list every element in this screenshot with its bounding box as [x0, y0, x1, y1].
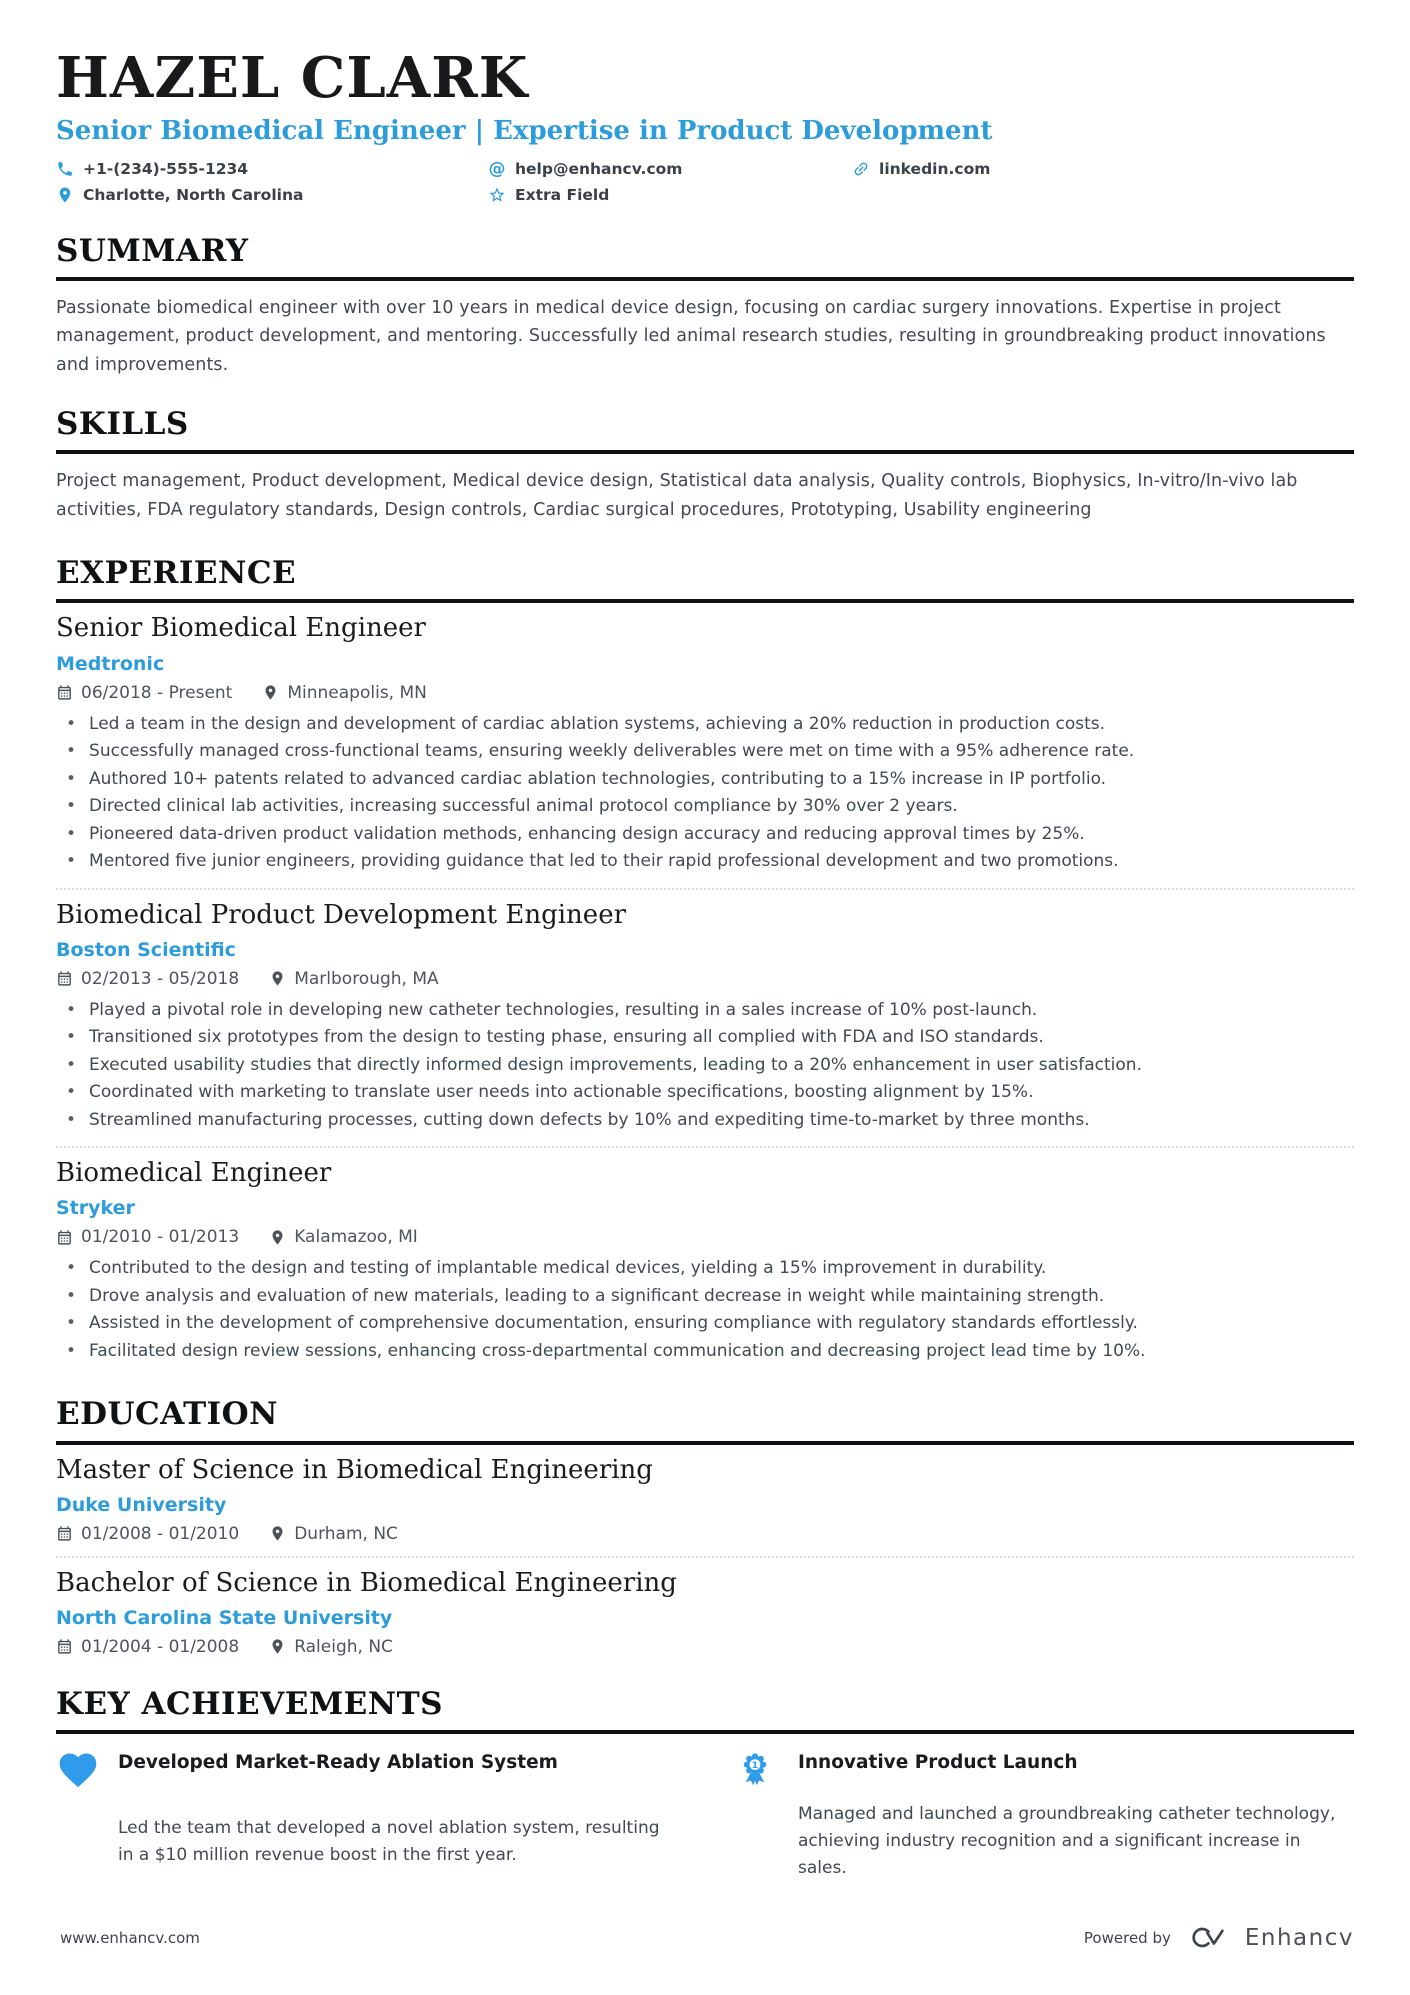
job-title: Senior Biomedical Engineer: [56, 613, 426, 644]
achievement-title: Developed Market-Ready Ablation System: [118, 1752, 558, 1774]
extra-field-text: Extra Field: [515, 185, 610, 204]
summary-text: Passionate biomedical engineer with over 10 years in medical device design, focusing on cardiac surgery innovations. Expertise in project management, product development, and mentoring. Successfully led animal research studies, resulting in groundbreaking product innovations and improvements.: [56, 297, 1326, 375]
bullet-dot: •: [66, 1285, 77, 1306]
bullet-item: • Facilitated design review sessions, enhancing cross-departmental communication and decreasing project lead time by 10%.: [56, 1338, 1354, 1366]
enhancv-logo-icon: [1187, 1924, 1235, 1951]
at-icon: @: [488, 158, 506, 179]
email-contact[interactable]: [488, 160, 852, 178]
bullet-item: • Assisted in the development of comprehensive documentation, ensuring compliance with regulatory standards effortlessly.: [56, 1310, 1354, 1338]
experience-section: [56, 556, 1354, 1365]
phone-contact: [56, 160, 488, 178]
degree-dates: [56, 1524, 239, 1544]
job-entry: [56, 900, 1354, 1135]
phone-icon: [56, 160, 74, 178]
job-dates: [56, 969, 239, 989]
page-footer: [60, 1924, 1354, 1951]
job-dates: [56, 683, 232, 703]
degree-location-text: Raleigh, NC: [294, 1636, 393, 1657]
summary-section: [56, 234, 1354, 380]
bullet-item: • Successfully managed cross-functional teams, ensuring weekly deliverables were met on time with a 95% adherence rate.: [56, 738, 1354, 766]
degree-location-text: Durham, NC: [294, 1523, 398, 1544]
company-name: Stryker: [56, 1197, 135, 1220]
skills-heading: SKILLS: [56, 407, 1354, 454]
location-text: Charlotte, North Carolina: [83, 185, 304, 204]
calendar-icon: [56, 970, 73, 987]
degree-location: [269, 1637, 393, 1657]
bullet-dot: •: [66, 796, 77, 817]
experience-heading: EXPERIENCE: [56, 556, 1354, 603]
job-dates-text: 01/2010 - 01/2013: [81, 1227, 240, 1248]
location-pin-icon: [269, 970, 286, 987]
achievements-grid: [56, 1748, 1354, 1882]
job-meta: [56, 683, 1354, 703]
footer-site-url[interactable]: www.enhancv.com: [60, 1928, 200, 1947]
achievement-item: [736, 1748, 1354, 1882]
bullet-dot: •: [66, 1313, 77, 1334]
bullet-dot: •: [66, 1109, 77, 1130]
bullet-dot: •: [66, 713, 77, 734]
calendar-icon: [56, 684, 73, 701]
achievement-title: Innovative Product Launch: [798, 1752, 1078, 1774]
star-outline-icon: [488, 186, 506, 204]
degree-meta: [56, 1524, 1354, 1544]
degree-dates: [56, 1637, 239, 1657]
email-address[interactable]: help@enhancv.com: [515, 159, 683, 178]
bullet-item: • Played a pivotal role in developing new catheter technologies, resulting in a sales increase of 10% post-launch.: [56, 997, 1354, 1025]
location-contact: [56, 186, 488, 204]
heart-icon: [56, 1748, 100, 1792]
medal-icon: [736, 1748, 774, 1792]
achievement-text: Managed and launched a groundbreaking catheter technology, achieving industry recognition and a significant increase in sales.: [798, 1804, 1336, 1879]
education-section: [56, 1397, 1354, 1656]
extra-field-contact: [488, 186, 852, 204]
job-entry: [56, 613, 1354, 875]
bullet-dot: •: [66, 741, 77, 762]
bullet-item: • Directed clinical lab activities, increasing successful animal protocol compliance by 30% over 2 years.: [56, 793, 1354, 821]
powered-by-label: Powered by: [1083, 1928, 1171, 1947]
job-title: Biomedical Product Development Engineer: [56, 899, 627, 930]
summary-heading: SUMMARY: [56, 234, 1354, 281]
bullet-dot: •: [66, 1082, 77, 1103]
entry-separator: [56, 1556, 1354, 1558]
bullet-item: • Streamlined manufacturing processes, cutting down defects by 10% and expediting time-to-market by three months.: [56, 1107, 1354, 1135]
bullet-item: • Pioneered data-driven product validation methods, enhancing design accuracy and reducing approval times by 25%.: [56, 821, 1354, 849]
bullet-item: • Mentored five junior engineers, providing guidance that led to their rapid professional development and two promotions.: [56, 848, 1354, 876]
linkedin-contact[interactable]: [852, 160, 1354, 178]
achievements-section: [56, 1687, 1354, 1882]
bullet-dot: •: [66, 768, 77, 789]
bullet-item: • Transitioned six prototypes from the design to testing phase, ensuring all complied with FDA and ISO standards.: [56, 1024, 1354, 1052]
school-name: Duke University: [56, 1493, 227, 1516]
location-pin-icon: [262, 684, 279, 701]
degree-location: [269, 1524, 398, 1544]
calendar-icon: [56, 1638, 73, 1655]
bullet-dot: •: [66, 851, 77, 872]
achievement-text: Led the team that developed a novel ablation system, resulting in a $10 million revenue boost in the first year.: [118, 1817, 660, 1865]
job-bullets: [56, 711, 1354, 876]
job-dates: [56, 1227, 239, 1247]
location-pin-icon: [56, 186, 74, 204]
bullet-item: • Led a team in the design and development of cardiac ablation systems, achieving a 20% reduction in production costs.: [56, 711, 1354, 739]
job-title: Biomedical Engineer: [56, 1158, 332, 1189]
degree-dates-text: 01/2004 - 01/2008: [81, 1636, 240, 1657]
calendar-icon: [56, 1525, 73, 1542]
degree-entry: [56, 1455, 1354, 1544]
medal-badge-number: 1: [751, 1759, 759, 1771]
candidate-headline: Senior Biomedical Engineer | Expertise in Product Development: [56, 116, 993, 147]
degree-dates-text: 01/2008 - 01/2010: [81, 1523, 240, 1544]
job-meta: [56, 1227, 1354, 1247]
job-location: [269, 1227, 418, 1247]
company-name: Boston Scientific: [56, 938, 236, 961]
bullet-dot: •: [66, 999, 77, 1020]
bullet-dot: •: [66, 1340, 77, 1361]
skills-text: Project management, Product development, Medical device design, Statistical data analysis, Quality controls, Biophysics, In-vitro/In-vivo lab activities, FDA regulatory standards, Design controls, Cardiac surgical procedures, Prototyping, Usability engineering: [56, 471, 1298, 520]
education-heading: EDUCATION: [56, 1397, 1354, 1444]
bullet-item: • Contributed to the design and testing of implantable medical devices, yielding a 15% improvement in durability.: [56, 1255, 1354, 1283]
school-name: North Carolina State University: [56, 1606, 393, 1629]
bullet-item: • Drove analysis and evaluation of new materials, leading to a significant decrease in weight while maintaining strength.: [56, 1283, 1354, 1311]
bullet-dot: •: [66, 1027, 77, 1048]
location-pin-icon: [269, 1525, 286, 1542]
job-bullets: [56, 997, 1354, 1135]
achievements-heading: KEY ACHIEVEMENTS: [56, 1687, 1354, 1734]
job-location-text: Marlborough, MA: [294, 968, 439, 989]
job-location: [269, 969, 438, 989]
bullet-dot: •: [66, 1258, 77, 1279]
entry-separator: [56, 888, 1354, 890]
job-location-text: Kalamazoo, MI: [294, 1227, 418, 1248]
achievement-item: [56, 1748, 674, 1882]
bullet-dot: •: [66, 1054, 77, 1075]
job-meta: [56, 969, 1354, 989]
job-bullets: [56, 1255, 1354, 1365]
degree-meta: [56, 1637, 1354, 1657]
location-pin-icon: [269, 1638, 286, 1655]
degree-entry: [56, 1568, 1354, 1657]
candidate-name: HAZEL CLARK: [56, 45, 529, 111]
link-icon: [852, 160, 870, 178]
contact-info: [56, 160, 1354, 204]
calendar-icon: [56, 1229, 73, 1246]
enhancv-logo[interactable]: [1187, 1924, 1354, 1951]
job-dates-text: 02/2013 - 05/2018: [81, 968, 240, 989]
company-name: Medtronic: [56, 652, 165, 675]
resume-header: [56, 45, 1354, 204]
degree-title: Bachelor of Science in Biomedical Engineering: [56, 1567, 677, 1598]
linkedin-url[interactable]: linkedin.com: [879, 159, 991, 178]
skills-section: [56, 407, 1354, 524]
bullet-item: • Executed usability studies that directly informed design improvements, leading to a 20% enhancement in user satisfaction.: [56, 1052, 1354, 1080]
job-dates-text: 06/2018 - Present: [81, 682, 233, 703]
enhancv-wordmark: Enhancv: [1244, 1924, 1354, 1951]
powered-by-block: [1084, 1924, 1354, 1951]
bullet-dot: •: [66, 823, 77, 844]
job-location-text: Minneapolis, MN: [287, 682, 427, 703]
bullet-item: • Authored 10+ patents related to advanced cardiac ablation technologies, contributing to a 15% increase in IP portfolio.: [56, 766, 1354, 794]
degree-title: Master of Science in Biomedical Engineering: [56, 1454, 653, 1485]
job-entry: [56, 1158, 1354, 1365]
entry-separator: [56, 1146, 1354, 1148]
phone-number: +1-(234)-555-1234: [83, 159, 249, 178]
location-pin-icon: [269, 1229, 286, 1246]
bullet-item: • Coordinated with marketing to translate user needs into actionable specifications, boosting alignment by 15%.: [56, 1079, 1354, 1107]
job-location: [262, 683, 427, 703]
